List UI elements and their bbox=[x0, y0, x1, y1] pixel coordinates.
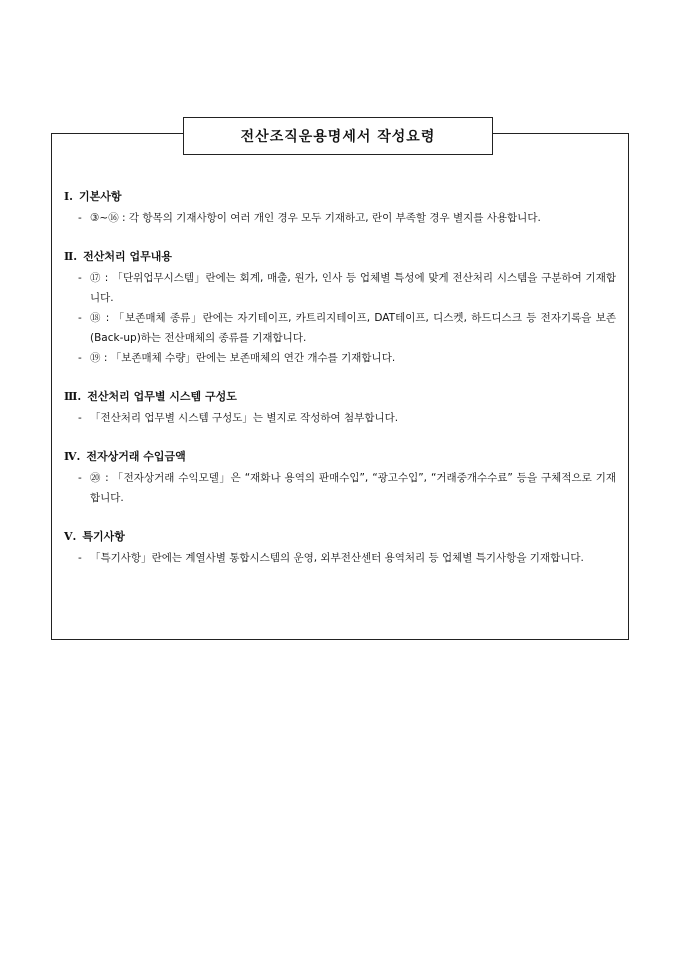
section-title: 전자상거래 수입금액 bbox=[86, 450, 186, 463]
dash-bullet: - bbox=[78, 272, 82, 284]
section-basic-matters bbox=[64, 189, 616, 228]
section-title: 전산처리 업무내용 bbox=[83, 250, 172, 263]
dash-bullet: - bbox=[78, 412, 82, 424]
section-title: 전산처리 업무별 시스템 구성도 bbox=[87, 390, 237, 403]
dash-bullet: - bbox=[78, 212, 82, 224]
section-numeral: Ⅱ. bbox=[64, 250, 78, 263]
list-item bbox=[64, 468, 616, 508]
list-item bbox=[64, 208, 616, 228]
section-system-diagram bbox=[64, 389, 616, 428]
section-numeral: Ⅳ. bbox=[64, 450, 81, 463]
section-ecommerce-revenue bbox=[64, 449, 616, 508]
dash-bullet: - bbox=[78, 352, 82, 364]
section-heading bbox=[64, 529, 616, 545]
section-heading bbox=[64, 249, 616, 265]
item-text: ⑳ : 「전자상거래 수익모델」은 “재화나 용역의 판매수입”, “광고수입”, “거래중개수수료” 등을 구체적으로 기재합니다. bbox=[90, 472, 616, 504]
item-text: ⑱ : 「보존매체 종류」란에는 자기테이프, 카트리지테이프, DAT테이프, 디스켓, 하드디스크 등 전자기록을 보존(Back-up)하는 전산매체의 종류를 기재합니다. bbox=[90, 312, 616, 344]
list-item bbox=[64, 348, 616, 368]
item-text: ③~⑯ : 각 항목의 기재사항이 여러 개인 경우 모두 기재하고, 란이 부족할 경우 별지를 사용합니다. bbox=[90, 212, 541, 224]
item-text: 「특기사항」란에는 계열사별 통합시스템의 운영, 외부전산센터 용역처리 등 업체별 특기사항을 기재합니다. bbox=[90, 552, 584, 564]
list-item bbox=[64, 308, 616, 348]
list-item bbox=[64, 408, 616, 428]
section-title: 특기사항 bbox=[82, 530, 125, 543]
instructions-content bbox=[64, 189, 616, 589]
section-numeral: Ⅲ. bbox=[64, 390, 82, 403]
section-numeral: Ⅴ. bbox=[64, 530, 77, 543]
section-title: 기본사항 bbox=[78, 190, 122, 203]
section-heading bbox=[64, 189, 616, 205]
section-heading bbox=[64, 449, 616, 465]
list-item bbox=[64, 268, 616, 308]
dash-bullet: - bbox=[78, 472, 82, 484]
section-special-notes bbox=[64, 529, 616, 568]
section-numeral: Ⅰ. bbox=[64, 190, 73, 203]
item-text: 「전산처리 업무별 시스템 구성도」는 별지로 작성하여 첨부합니다. bbox=[90, 412, 399, 424]
document-title: 전산조직운용명세서 작성요령 bbox=[183, 117, 493, 155]
section-heading bbox=[64, 389, 616, 405]
item-text: ⑲ : 「보존매체 수량」란에는 보존매체의 연간 개수를 기재합니다. bbox=[90, 352, 396, 364]
item-text: ⑰ : 「단위업무시스템」란에는 회계, 매출, 원가, 인사 등 업체별 특성에 맞게 전산처리 시스템을 구분하여 기재합니다. bbox=[90, 272, 616, 304]
section-processing-work bbox=[64, 249, 616, 368]
dash-bullet: - bbox=[78, 552, 82, 564]
dash-bullet: - bbox=[78, 312, 82, 324]
list-item bbox=[64, 548, 616, 568]
